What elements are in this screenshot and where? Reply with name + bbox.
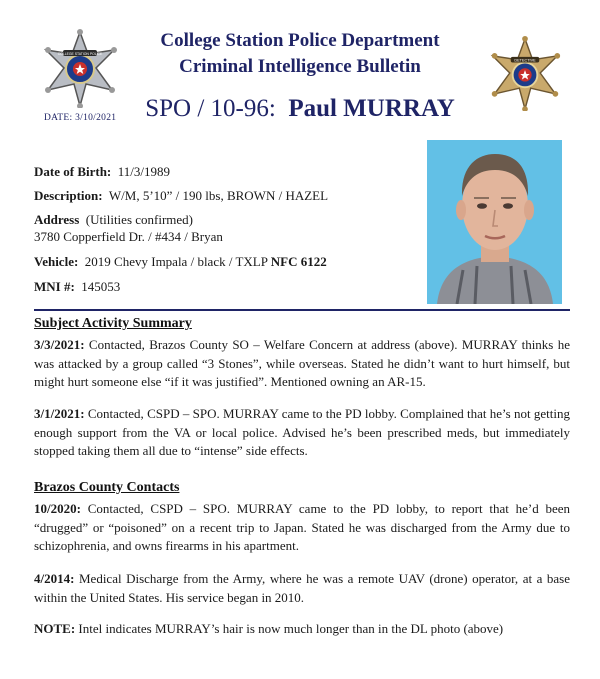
- note: [34, 620, 570, 639]
- subject-portrait: [427, 140, 562, 304]
- department-name: College Station Police Department: [160, 30, 440, 51]
- contact-entry: [34, 500, 570, 556]
- entry-date: 3/3/2021:: [34, 337, 85, 352]
- note-label: NOTE:: [34, 621, 76, 636]
- vehicle-label: Vehicle:: [34, 254, 79, 269]
- entry-text: Contacted, CSPD – SPO. MURRAY came to the PD lobby, to report that he’d been “drugged” or “poisoned” on a recent trip to Japan. Stated he was discharged from the Army due to schizophrenia, and owns firearms in his apartment.: [34, 501, 570, 553]
- entry-text: Contacted, CSPD – SPO. MURRAY came to the PD lobby. Complained that he’s not getting enough support from the VA or local police. Advised he’s been prescribed meds, but immediately stopped taking them all due to “intense” side effects.: [34, 406, 570, 458]
- bulletin-title: Criminal Intelligence Bulletin: [179, 56, 421, 77]
- address-row: [34, 212, 193, 228]
- entry-date: 3/1/2021:: [34, 406, 85, 421]
- address-value: 3780 Copperfield Dr. / #434 / Bryan: [34, 229, 223, 244]
- mni-label: MNI #:: [34, 279, 75, 294]
- description-value: W/M, 5’10” / 190 lbs, BROWN / HAZEL: [108, 188, 329, 203]
- activity-entry: [34, 336, 570, 392]
- description-label: Description:: [34, 188, 103, 203]
- left-badge-text: COLLEGE STATION POLICE: [57, 52, 103, 56]
- entry-text: Contacted, Brazos County SO – Welfare Concern at address (above). MURRAY thinks he was attacked by a group called “3 Stones”, while overseas. Stated he didn’t want to hurt himself, but might hurt someone else “if it was justified”. Mentioned owning an AR-15.: [34, 337, 570, 389]
- vehicle-row: [34, 254, 327, 270]
- license-plate: NFC 6122: [270, 254, 327, 269]
- note-text: Intel indicates MURRAY’s hair is now much longer than in the DL photo (above): [78, 621, 504, 636]
- address-label: Address: [34, 212, 80, 227]
- mni-row: [34, 279, 120, 295]
- entry-date: 4/2014:: [34, 571, 75, 586]
- vehicle-value: 2019 Chevy Impala / black / TXLP: [84, 254, 268, 269]
- entry-date: 10/2020:: [34, 501, 81, 516]
- address-note: (Utilities confirmed): [85, 212, 193, 227]
- mni-value: 145053: [81, 279, 121, 294]
- detective-star-badge-icon: [487, 35, 563, 111]
- dob-label: Date of Birth:: [34, 164, 112, 179]
- police-star-badge-icon: [40, 28, 120, 108]
- subject-name: Paul MURRAY: [288, 95, 455, 122]
- activity-heading: Subject Activity Summary: [34, 316, 192, 331]
- spo-code: SPO / 10-96:: [145, 95, 276, 122]
- right-badge-text: DETECTIVE: [514, 58, 536, 63]
- contacts-heading: Brazos County Contacts: [34, 480, 180, 495]
- description-row: [34, 188, 328, 204]
- bulletin-date: DATE: 3/10/2021: [44, 113, 117, 123]
- contact-entry: [34, 570, 570, 607]
- entry-text: Medical Discharge from the Army, where he was a remote UAV (drone) operator, at a base within the United States. His service began in 2010.: [34, 571, 570, 605]
- dob-value: 11/3/1989: [117, 164, 171, 179]
- dob-row: [34, 164, 170, 180]
- section-divider: [34, 309, 570, 311]
- subject-photo: [427, 140, 562, 304]
- activity-entry: [34, 405, 570, 461]
